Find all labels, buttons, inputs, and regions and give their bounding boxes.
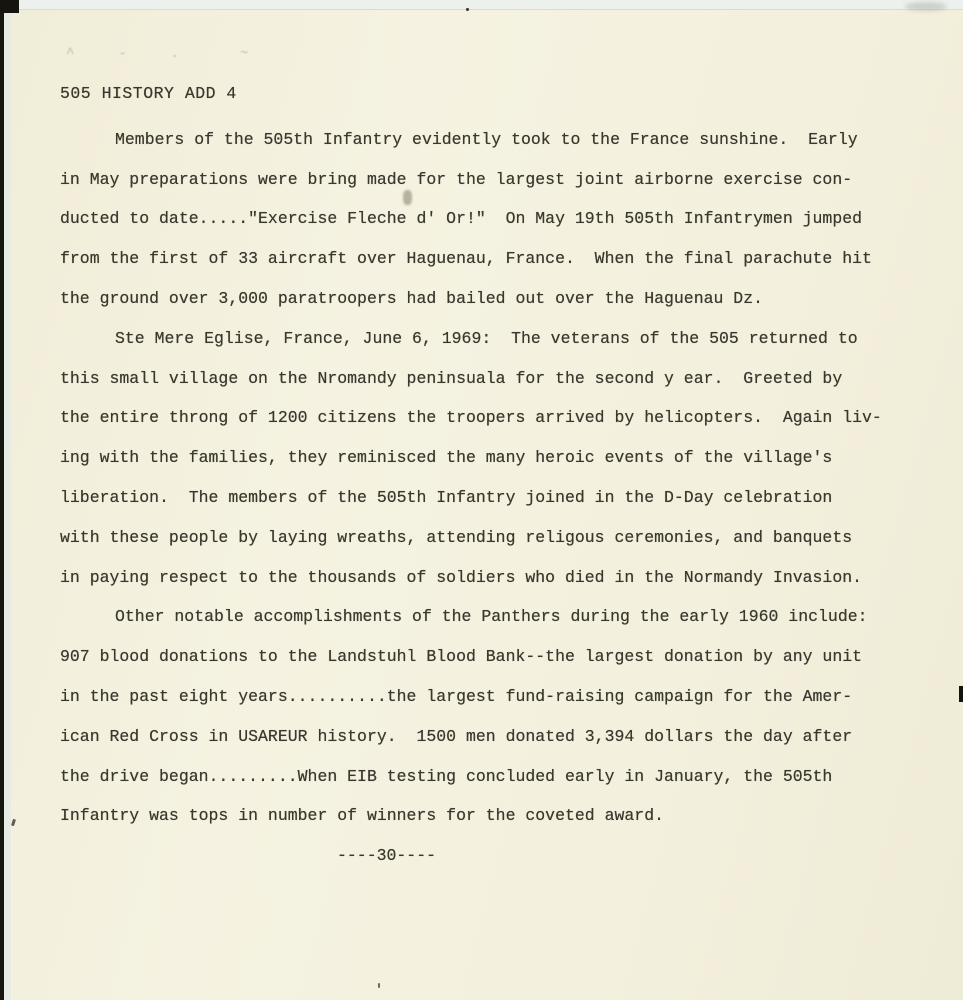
text-line: the ground over 3,000 paratroopers had bailed out over the Haguenau Dz. <box>60 288 764 308</box>
text-line: the entire throng of 1200 citizens the troopers arrived by helicopters. Again liv- <box>60 408 882 428</box>
text-line: liberation. The members of the 505th Infantry joined in the D-Day celebration <box>60 487 833 507</box>
page-title: 505 HISTORY ADD 4 <box>60 84 237 103</box>
scan-edge-left-black <box>0 0 4 1000</box>
text-line: 907 blood donations to the Landstuhl Blood Bank--the largest donation by any unit <box>60 647 863 667</box>
scan-smudge-top-right <box>905 2 947 11</box>
text-line: Infantry was tops in number of winners for the coveted award. <box>60 806 664 826</box>
paper-speck <box>466 8 469 11</box>
text-line: Ste Mere Eglise, France, June 6, 1969: The veterans of the 505 returned to <box>115 328 858 348</box>
paper-speck <box>378 983 380 988</box>
text-line: from the first of 33 aircraft over Haguenau, France. When the final parachute hit <box>60 249 872 269</box>
document-page <box>60 74 932 876</box>
erased-ghost-marks: ^ - . ~ <box>66 46 258 62</box>
scan-corner-top-left <box>0 0 19 13</box>
text-line: ing with the families, they reminisced the many heroic events of the village's <box>60 448 833 468</box>
text-line: the drive began.........When EIB testing concluded early in January, the 505th <box>60 766 833 786</box>
text-line: with these people by laying wreaths, attending religous ceremonies, and banquets <box>60 527 853 547</box>
end-mark: ----30---- <box>337 846 437 866</box>
scan-edge-right-dash <box>959 686 963 702</box>
scan-edge-left-light <box>4 0 11 1000</box>
text-line: in the past eight years..........the largest fund-raising campaign for the Amer- <box>60 686 853 706</box>
text-line: Other notable accomplishments of the Panthers during the early 1960 include: <box>115 607 868 627</box>
text-line: ducted to date....."Exercise Fleche d' Or!" On May 19th 505th Infantrymen jumped <box>60 209 863 229</box>
text-line: Members of the 505th Infantry evidently took to the France sunshine. Early <box>115 129 858 149</box>
text-line: in paying respect to the thousands of soldiers who died in the Normandy Invasion. <box>60 567 863 587</box>
scan-top-band <box>0 0 963 10</box>
text-line: in May preparations were bring made for the largest joint airborne exercise con- <box>60 169 853 189</box>
text-line: this small village on the Nromandy peninsuala for the second y ear. Greeted by <box>60 368 843 388</box>
text-line: ican Red Cross in USAREUR history. 1500 men donated 3,394 dollars the day after <box>60 726 853 746</box>
stray-pen-mark <box>11 819 16 827</box>
